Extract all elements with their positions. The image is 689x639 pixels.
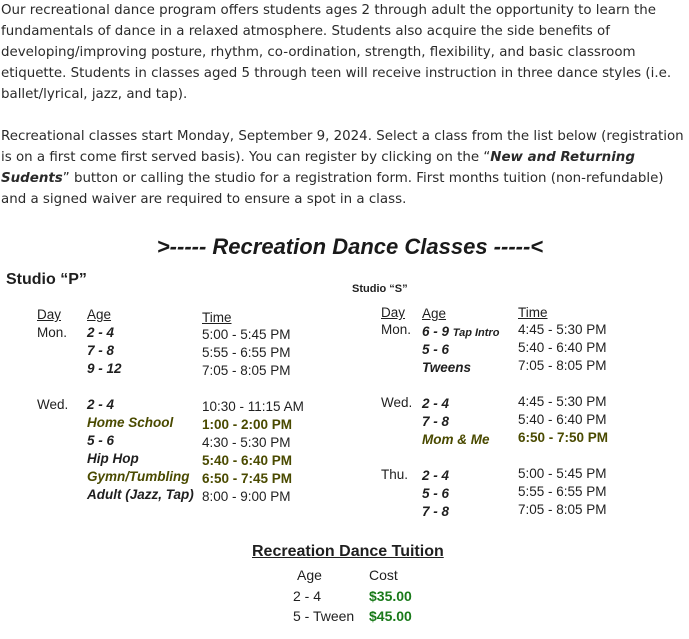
tuition-row-cost: $35.00	[369, 588, 412, 604]
studio-s-age-header: Age	[422, 306, 447, 321]
classes-heading: >----- Recreation Dance Classes -----<	[156, 234, 544, 259]
studio-s-title: Studio “S”	[352, 283, 408, 295]
studio-p-day-header: Day	[37, 307, 62, 322]
intro-paragraph-2-end: ” button or calling the studio for a registration form. First months tuition (non-refundable) and a signed waiver are required to ensure a spot in a class.	[1, 171, 664, 207]
studio-p-wed-day: Wed.	[37, 397, 69, 412]
studio-p-mon-time: 5:00 - 5:45 PM	[202, 327, 291, 342]
studio-p-mon-time: 5:55 - 6:55 PM	[202, 345, 291, 360]
studio-p-wed-time: 6:50 - 7:45 PM	[202, 471, 293, 486]
studio-s-wed-day: Wed.	[381, 395, 413, 410]
tuition-age-header: Age	[297, 567, 322, 583]
studio-s-thu-age: 2 - 4	[422, 468, 450, 483]
studio-p-title: Studio “P”	[6, 271, 87, 288]
studio-p-wed-time: 1:00 - 2:00 PM	[202, 417, 293, 432]
studio-p-wed-time: 8:00 - 9:00 PM	[202, 489, 291, 504]
studio-s-wed-time: 5:40 - 6:40 PM	[518, 412, 607, 427]
intro-paragraph-2	[1, 126, 689, 210]
studio-p-mon-day: Mon.	[37, 325, 68, 340]
studio-s-mon-time: 5:40 - 6:40 PM	[518, 340, 607, 355]
studio-p-mon-time: 7:05 - 8:05 PM	[202, 363, 291, 378]
studio-p-wed-age: Home School	[87, 415, 174, 430]
tuition-row-age: 2 - 4	[293, 588, 322, 604]
studio-s-mon-time: 4:45 - 5:30 PM	[518, 322, 607, 337]
studio-s-time-header: Time	[518, 305, 548, 320]
tuition-title: Recreation Dance Tuition	[252, 543, 444, 560]
studio-s-wed-time: 4:45 - 5:30 PM	[518, 394, 607, 409]
studio-s-thu-time: 7:05 - 8:05 PM	[518, 502, 607, 517]
studio-p-wed-age: 5 - 6	[87, 433, 115, 448]
studio-p-age-header: Age	[87, 307, 112, 322]
intro-paragraph-2-start: Recreational classes start Monday, September 9, 2024. Select a class from the list below (registration is on a first come first served basis). You can register by clicking on the “	[1, 129, 684, 165]
studio-s-thu-age: 7 - 8	[422, 504, 450, 519]
studio-s-thu-time: 5:55 - 6:55 PM	[518, 484, 607, 499]
studio-p-wed-age: Hip Hop	[87, 451, 139, 466]
tuition-row-age: 5 - Tween	[293, 608, 355, 624]
studio-s-wed-time: 6:50 - 7:50 PM	[518, 430, 609, 445]
studio-p-wed-time: 5:40 - 6:40 PM	[202, 453, 293, 468]
tap-intro-label: Tap Intro	[452, 327, 500, 339]
studio-p-wed-time: 4:30 - 5:30 PM	[202, 435, 291, 450]
studio-s-mon-time: 7:05 - 8:05 PM	[518, 358, 607, 373]
studio-s-thu-time: 5:00 - 5:45 PM	[518, 466, 607, 481]
studio-s-day-header: Day	[381, 305, 406, 320]
studio-s-wed-age: Mom & Me	[422, 432, 490, 447]
studio-s-mon-age: Tweens	[422, 360, 472, 375]
studio-s-thu-age: 5 - 6	[422, 486, 450, 501]
intro-paragraph-1: Our recreational dance program offers students ages 2 through adult the opportunity to learn the fundamentals of dance in a relaxed atmosphere. Students also acquire the side benefits of developing/improving posture, rhythm, co-ordination, strength, flexibility, and basic classroom etiquette. Students in classes aged 5 through teen will receive instruction in three dance styles (i.e. ballet/lyrical, jazz, and tap).	[1, 3, 672, 102]
studio-s-wed-age: 2 - 4	[422, 396, 450, 411]
studio-p-wed-age: 2 - 4	[87, 397, 115, 412]
studio-s-wed-age: 7 - 8	[422, 414, 450, 429]
studio-s-mon-age: 5 - 6	[422, 342, 450, 357]
studio-p-wed-time: 10:30 - 11:15 AM	[202, 399, 304, 414]
studio-s-mon-age	[422, 323, 499, 342]
studio-p-mon-age: 2 - 4	[87, 325, 115, 340]
tuition-row-cost: $45.00	[369, 608, 412, 624]
registration-button-reference: New and Returning Sudents	[1, 150, 635, 186]
studio-p-wed-age: Adult (Jazz, Tap)	[87, 487, 194, 502]
studio-s-mon-age-range: 6 - 9	[422, 324, 450, 339]
tuition-cost-header: Cost	[369, 567, 398, 583]
studio-s-thu-day: Thu.	[381, 467, 409, 482]
studio-s-mon-day: Mon.	[381, 322, 412, 337]
studio-p-wed-age: Gymn/Tumbling	[87, 469, 190, 484]
studio-p-mon-age: 9 - 12	[87, 361, 122, 376]
intro-text	[1, 0, 689, 231]
studio-p-time-header: Time	[202, 310, 232, 325]
studio-p-mon-age: 7 - 8	[87, 343, 115, 358]
